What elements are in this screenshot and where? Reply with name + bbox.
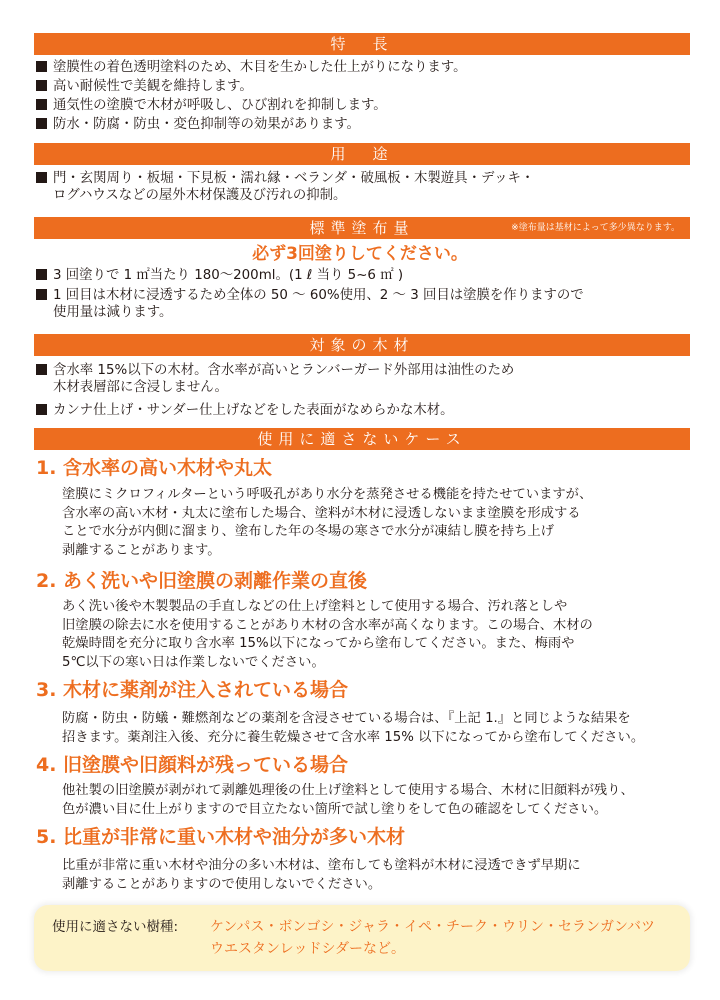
bullet-square-icon (36, 404, 47, 415)
coverage-item-2: 1 回目は木材に浸透するため全体の 50 ～ 60%使用、2 ～ 3 回目は塗膜を作りますので 使用量は減ります。 (36, 287, 696, 321)
coverage-item-1: 3 回塗りで 1 ㎡当たり 180～200ml。(1 ℓ 当り 5~6 ㎡ ) (36, 267, 696, 284)
case-1-text: 塗膜にミクロフィルターという呼吸孔があり水分を蒸発させる機能を持たせていますが、 含水率の高い木材・丸太に塗布した場合、塗料が木材に浸透しないまま塗膜を形成する ことで水分が内側に溜まり、塗布した年の冬場の寒さで水分が凍結し膜を持ち上げ 剥離することがあります。 (62, 487, 593, 558)
feature-item-1: 塗膜性の着色透明塗料のため、木目を生かした仕上がりになります。 (36, 59, 696, 76)
bullet-square-icon (36, 99, 47, 110)
unsuitable-header (34, 428, 690, 450)
coverage-title: 標準塗布量 (309, 219, 415, 237)
bullet-square-icon (36, 289, 47, 300)
coverage-note: ※塗布量は基材によって多少異なります。 (511, 223, 680, 233)
bullet-square-icon (36, 172, 47, 183)
case-1-heading: 1. 含水率の高い木材や丸太 (36, 457, 273, 479)
uses-header (34, 143, 690, 165)
species-list-line-2: ウエスタンレッドシダーなど。 (210, 941, 405, 957)
features-header (34, 33, 690, 55)
target-item-1: 含水率 15%以下の木材。含水率が高いとランバーガード外部用は油性のため 木材表層部に含浸しません。 (36, 362, 696, 396)
target-item-2: カンナ仕上げ・サンダー仕上げなどをした表面がなめらかな木材。 (36, 402, 696, 419)
coverage-emphasis: 必ず3回塗りしてください。 (252, 244, 468, 264)
bullet-square-icon (36, 364, 47, 375)
target-header (34, 334, 690, 356)
coverage-header (34, 217, 690, 239)
unsuitable-species-box (34, 905, 690, 971)
bullet-square-icon (36, 80, 47, 91)
uses-item: 門・玄関周り・板堀・下見板・濡れ縁・ベランダ・破風板・木製遊具・デッキ・ ログハウスなどの屋外木材保護及び汚れの抑制。 (36, 170, 696, 204)
feature-item-4: 防水・防腐・防虫・変色抑制等の効果があります。 (36, 116, 696, 133)
case-3-heading: 3. 木材に薬剤が注入されている場合 (36, 679, 349, 701)
target-title: 対象の木材 (309, 336, 415, 354)
case-4-text: 他社製の旧塗膜が剥がれて剥離処理後の仕上げ塗料として使用する場合、木材に旧顔料が残り、 色が濃い目に仕上がりますので目立たない箇所で試し塗りをして色の確認をしてください。 (62, 783, 634, 817)
species-label: 使用に適さない樹種: (52, 919, 179, 935)
case-5-text: 比重が非常に重い木材や油分の多い木材は、塗布しても塗料が木材に浸透できず早期に 剥離することがありますので使用しないでください。 (62, 858, 581, 892)
feature-item-3: 通気性の塗膜で木材が呼吸し、ひび割れを抑制します。 (36, 97, 696, 114)
case-2-heading: 2. あく洗いや旧塗膜の剥離作業の直後 (36, 570, 368, 592)
feature-item-2: 高い耐候性で美観を維持します。 (36, 78, 696, 95)
case-3-text: 防腐・防虫・防蟻・難燃剤などの薬剤を含浸させている場合は、『上記 1.』と同じような結果を 招きます。薬剤注入後、充分に養生乾燥させて含水率 15% 以下になってから塗布してください。 (62, 711, 645, 745)
features-title: 特 長 (330, 35, 394, 53)
case-4-heading: 4. 旧塗膜や旧顔料が残っている場合 (36, 754, 349, 776)
uses-title: 用 途 (330, 145, 394, 163)
bullet-square-icon (36, 61, 47, 72)
bullet-square-icon (36, 269, 47, 280)
case-5-heading: 5. 比重が非常に重い木材や油分が多い木材 (36, 826, 406, 848)
bullet-square-icon (36, 118, 47, 129)
case-2-text: あく洗い後や木製製品の手直しなどの仕上げ塗料として使用する場合、汚れ落としや 旧塗膜の除去に水を使用することがあり木材の含水率が高くなります。この場合、木材の 乾燥時間を充分に取り含水率 15%以下になってから塗布してください。また、梅雨や 5℃以下の寒い日は作業しないでください。 (62, 599, 593, 670)
unsuitable-title: 使用に適さないケース (257, 430, 467, 448)
species-list-line-1: ケンパス・ボンゴシ・ジャラ・イペ・チーク・ウリン・セランガンバツ (210, 919, 656, 935)
